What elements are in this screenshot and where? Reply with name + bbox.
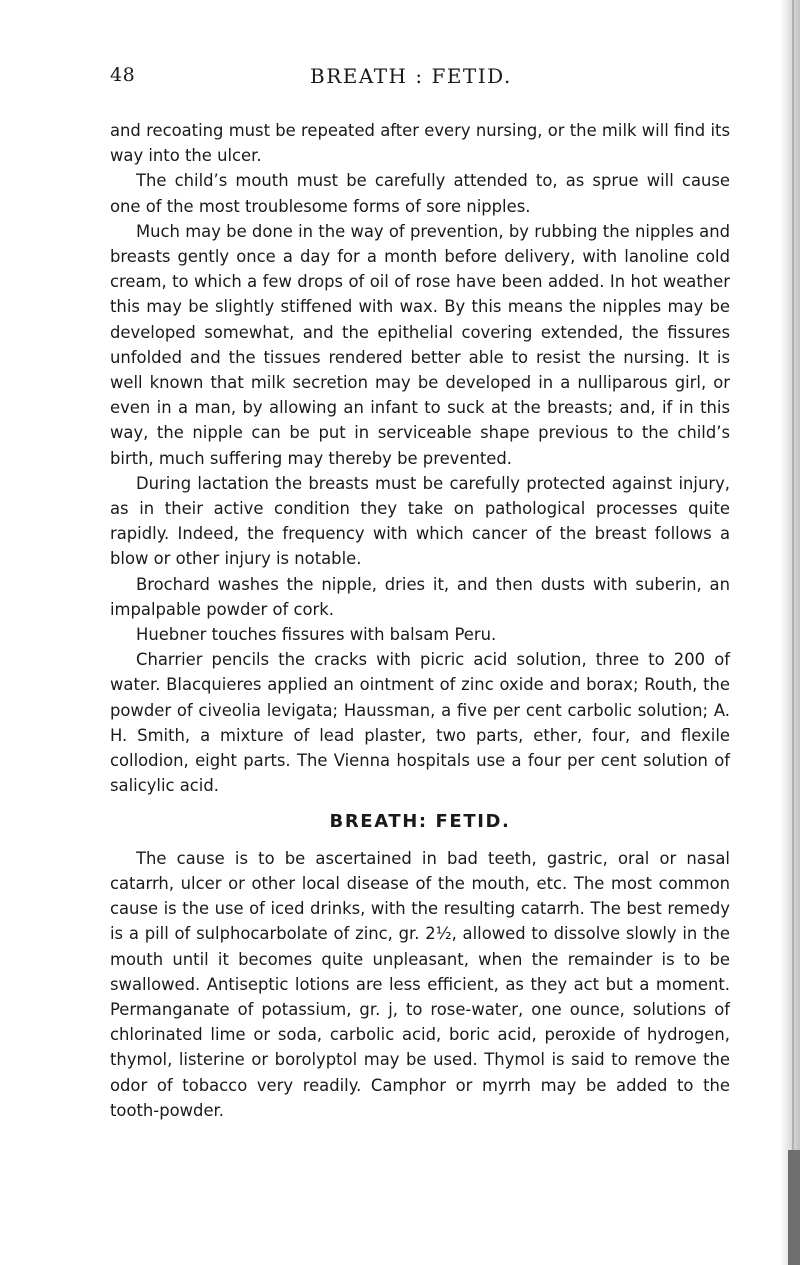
paragraph-prevention: Much may be done in the way of prevention, by rubbing the nipples and breasts gently once a day for a month before delivery, with lanoline cold cream, to which a few drops of oil of rose have been added. In hot weather this may be slightly stiffened with wax. By this means the nipples may be developed somewhat, and the epithelial covering extended, the fissures unfolded and the tissues rendered better able to resist the nursing. It is well known that milk secretion may be developed in a nulliparous girl, or even in a man, by allowing an infant to suck at the breasts; and, if in this way, the nipple can be put in serviceable shape previous to the child’s birth, much suffering may thereby be prevented. — [110, 221, 730, 468]
paragraph-fetid-breath: The cause is to be ascertained in bad teeth, gastric, oral or nasal catarrh, ulcer or other local disease of the mouth, etc. The most common cause is the use of iced drinks, with the resulting catarrh. The best remedy is a pill of sulphocarbolate of zinc, gr. 2½, allowed to dissolve slowly in the mouth until it becomes quite unpleasant, when the remainder is to be swallowed. Antiseptic lotions are less efficient, as they act but a moment. Permanganate of potassium, gr. j, to rose-water, one ounce, solutions of chlorinated lime or soda, carbolic acid, boric acid, peroxide of hydrogen, thymol, listerine or borolyptol may be used. Thymol is said to remove the odor of tobacco very readily. Camphor or myrrh may be added to the tooth-powder. — [110, 848, 730, 1120]
paragraph-lactation: During lactation the breasts must be carefully protected against injury, as in their active condition they take on pathological processes quite rapidly. Indeed, the frequency with which cancer of the breast follows a blow or other injury is notable. — [110, 473, 730, 569]
paragraph-huebner: Huebner touches fissures with balsam Peru. — [136, 625, 497, 645]
page-binding-edge — [780, 0, 800, 1265]
paragraph-continued: and recoating must be repeated after every nursing, or the milk will find its way into the ulcer. — [110, 121, 730, 166]
paragraph-brochard: Brochard washes the nipple, dries it, and then dusts with suberin, an impalpable powder of cork. — [110, 574, 730, 619]
body-text — [110, 118, 730, 1123]
page-number: 48 — [110, 64, 136, 86]
paragraph-charrier: Charrier pencils the cracks with picric acid solution, three to 200 of water. Blacquieres applied an ointment of zinc oxide and borax; Routh, the powder of civeolia levigata; Haussman, a five per cent carbolic solution; A. H. Smith, a mixture of lead plaster, two parts, ether, four, and flexile collodion, eight parts. The Vienna hospitals use a four per cent solution of salicylic acid. — [110, 650, 730, 796]
section-heading: BREATH: FETID. — [329, 811, 511, 833]
running-head — [110, 64, 730, 94]
running-title: BREATH : FETID. — [310, 64, 512, 88]
paragraph-sprue: The child’s mouth must be carefully attended to, as sprue will cause one of the most troublesome forms of sore nipples. — [110, 171, 730, 216]
